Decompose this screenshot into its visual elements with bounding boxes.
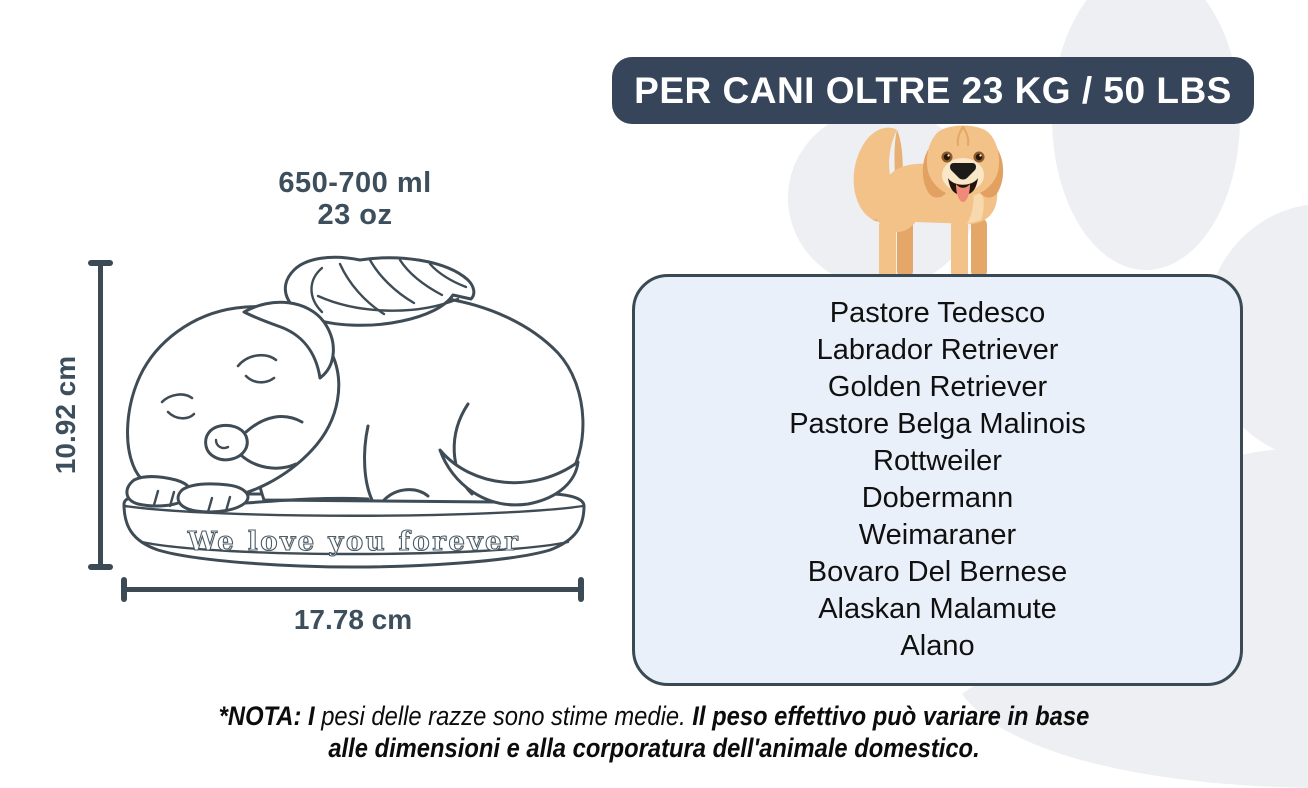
width-dimension-label: 17.78 cm: [293, 604, 413, 635]
height-dimension-cap-bottom: [88, 564, 113, 570]
footnote: [170, 700, 1138, 764]
breed-list-item: Bovaro Del Bernese: [807, 556, 1068, 588]
footnote-line-2: alle dimensioni e alla corporatura dell'animale domestico.: [328, 733, 980, 763]
capacity-imperial: 23 oz: [317, 199, 393, 231]
width-dimension-line: [123, 587, 584, 592]
breed-list-item: Alaskan Malamute: [818, 593, 1057, 625]
width-dimension-cap-right: [578, 577, 584, 602]
breed-list-item: Weimaraner: [858, 519, 1017, 551]
paw-toe-shape: [1052, 0, 1240, 270]
footnote-line-1: *NOTA: I pesi delle razze sono stime medie. Il peso effettivo può variare in base: [218, 701, 1090, 731]
breed-list-item: Pastore Belga Malinois: [789, 408, 1086, 440]
breed-list-item: Alano: [900, 630, 975, 662]
height-dimension-label: 10.92 cm: [50, 355, 81, 475]
height-dimension-cap-top: [88, 260, 113, 266]
header-banner: [612, 57, 1254, 124]
breed-list: [632, 274, 1243, 686]
golden-retriever-icon: [843, 120, 1033, 288]
breed-list-item: Dobermann: [861, 482, 1014, 514]
breed-list-item: Golden Retriever: [827, 371, 1048, 403]
urn-dog-nose: [206, 425, 248, 459]
capacity-metric: 650-700 ml: [278, 167, 432, 199]
width-dimension-cap-left: [121, 577, 127, 602]
header-title: PER CANI OLTRE 23 KG / 50 LBS: [634, 69, 1232, 111]
angel-dog-urn-icon: [115, 254, 597, 574]
capacity-label: [170, 167, 540, 231]
height-dimension-line: [98, 262, 103, 568]
breed-list-item: Rottweiler: [873, 445, 1002, 477]
urn-engraving: We love you forever: [187, 527, 521, 557]
breed-list-item: Pastore Tedesco: [829, 297, 1046, 329]
breed-list-item: Labrador Retriever: [816, 334, 1059, 366]
